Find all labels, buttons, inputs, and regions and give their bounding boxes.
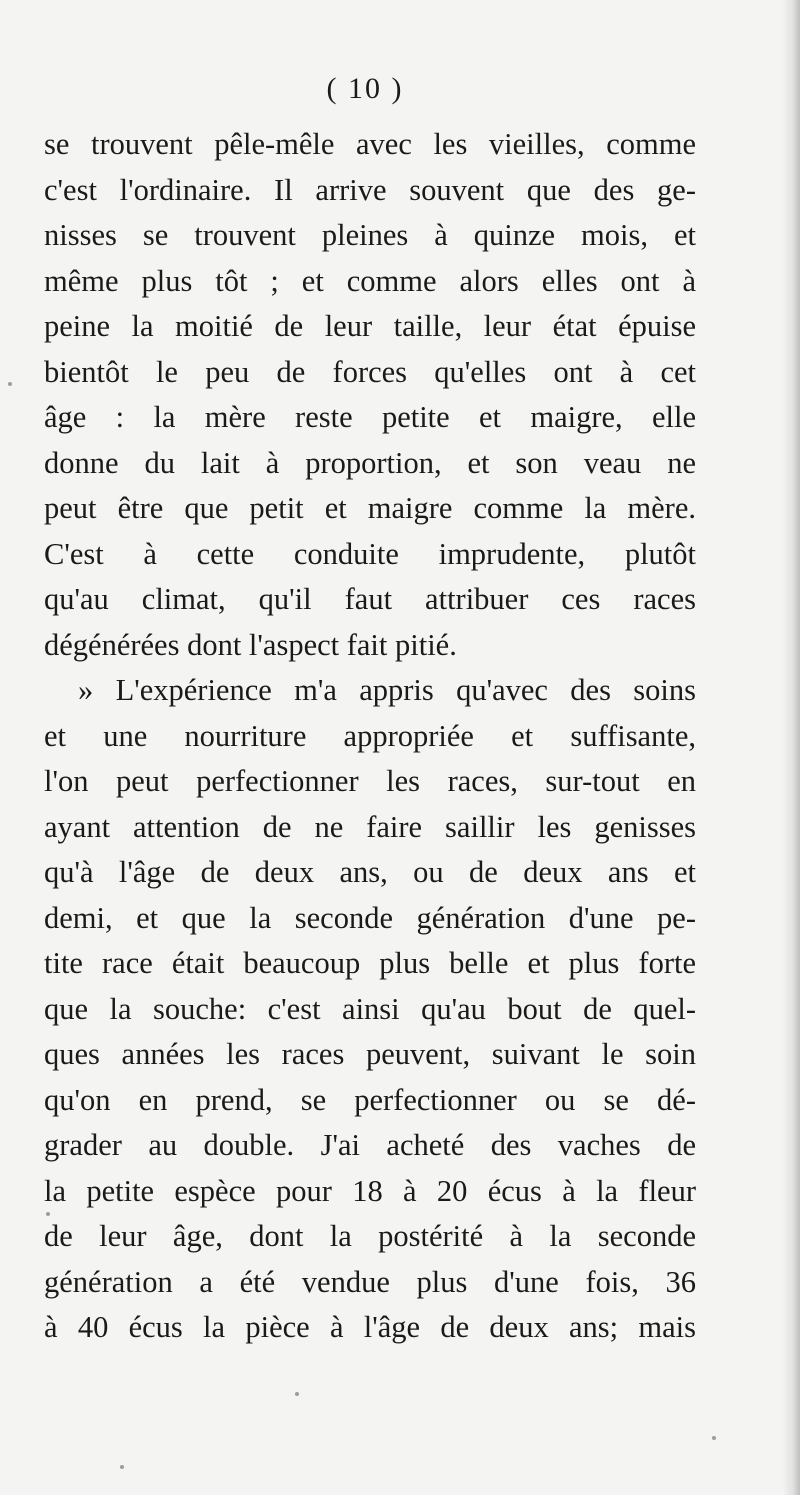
text-line: bientôt le peu de forces qu'elles ont à cet	[44, 354, 696, 389]
text-line: » L'expérience m'a appris qu'avec des soins	[78, 673, 696, 707]
paper-speck	[8, 382, 12, 386]
text-line: C'est à cette conduite imprudente, plutôt	[44, 536, 696, 571]
page-number: ( 10 )	[326, 72, 404, 105]
text-line: de leur âge, dont la postérité à la seconde	[44, 1219, 696, 1253]
text-line: nisses se trouvent pleines à quinze mois, et	[44, 218, 696, 252]
text-line: grader au double. J'ai acheté des vaches de	[44, 1128, 696, 1162]
paper-speck	[295, 1392, 299, 1396]
text-line: que la souche: c'est ainsi qu'au bout de quel-	[44, 991, 696, 1026]
text-line: la petite espèce pour 18 à 20 écus à la fleur	[44, 1173, 696, 1208]
text-line: ques années les races peuvent, suivant le soin	[44, 1037, 696, 1071]
text-line: tite race était beaucoup plus belle et plus forte	[44, 946, 696, 980]
text-line: ayant attention de ne faire saillir les genisses	[44, 809, 696, 844]
paper-speck	[46, 1212, 50, 1216]
text-line: peine la moitié de leur taille, leur état épuise	[44, 309, 696, 343]
text-line: âge : la mère reste petite et maigre, elle	[44, 400, 696, 434]
text-line: se trouvent pêle-mêle avec les vieilles, comme	[44, 127, 696, 161]
text-line: dégénérées dont l'aspect fait pitié.	[44, 627, 457, 662]
text-line: donne du lait à proportion, et son veau ne	[44, 445, 696, 480]
paper-speck	[120, 1465, 124, 1469]
text-line: qu'au climat, qu'il faut attribuer ces races	[44, 582, 696, 616]
text-line: l'on peut perfectionner les races, sur-tout en	[44, 764, 696, 798]
body-text	[44, 122, 696, 1351]
text-line: à 40 écus la pièce à l'âge de deux ans; mais	[44, 1310, 696, 1344]
paper-speck	[712, 1436, 716, 1440]
text-line: qu'à l'âge de deux ans, ou de deux ans et	[44, 855, 696, 889]
text-line: qu'on en prend, se perfectionner ou se dé-	[44, 1082, 696, 1117]
text-line: peut être que petit et maigre comme la mère.	[44, 491, 696, 525]
page-edge-shadow	[782, 0, 800, 1495]
text-line: génération a été vendue plus d'une fois, 36	[44, 1264, 696, 1299]
text-line: demi, et que la seconde génération d'une pe-	[44, 900, 696, 935]
text-line: même plus tôt ; et comme alors elles ont à	[44, 263, 696, 298]
text-line: c'est l'ordinaire. Il arrive souvent que des ge-	[44, 172, 696, 207]
text-line: et une nourriture appropriée et suffisante,	[44, 718, 696, 753]
